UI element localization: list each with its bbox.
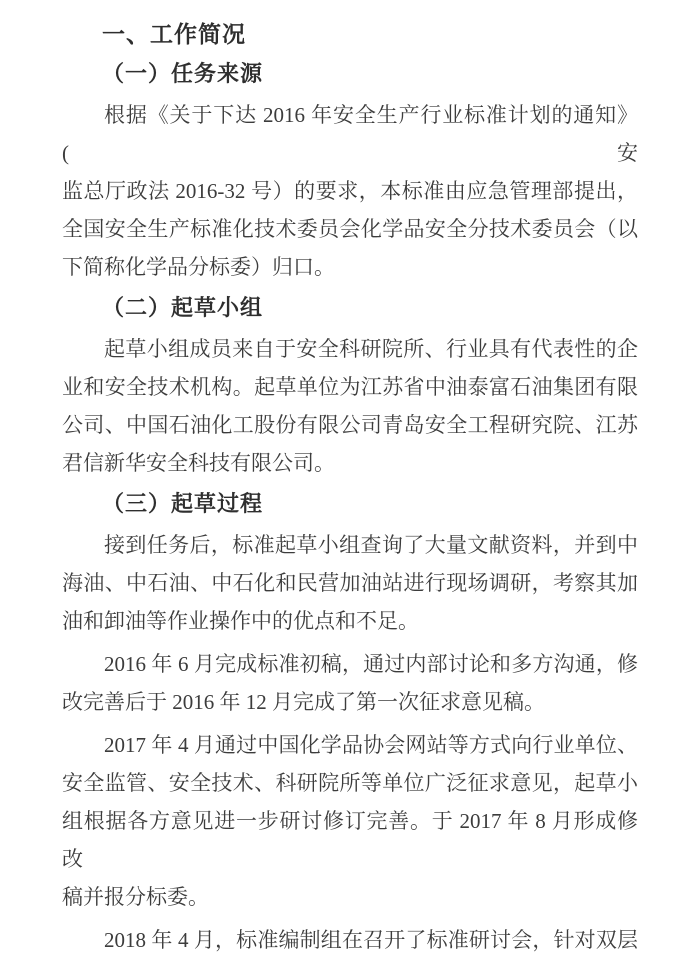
text-line: 全国安全生产标准化技术委员会化学品安全分技术委员会（以 bbox=[62, 217, 638, 241]
text-line: 起草小组成员来自于安全科研院所、行业具有代表性的企 bbox=[104, 337, 638, 361]
text-line: 改完善后于 2016 年 12 月完成了第一次征求意见稿。 bbox=[62, 690, 545, 714]
text-line: 油和卸油等作业操作中的优点和不足。 bbox=[62, 609, 419, 633]
text-line: 下简称化学品分标委）归口。 bbox=[62, 255, 335, 279]
text-line: 2016 年 6 月完成标准初稿，通过内部讨论和多方沟通，修 bbox=[104, 652, 638, 676]
text-line: 公司、中国石油化工股份有限公司青岛安全工程研究院、江苏 bbox=[62, 413, 638, 437]
text-line: 2018 年 4 月，标准编制组在召开了标准研讨会，针对双层 bbox=[104, 928, 638, 952]
text-line: 根据《关于下达 2016 年安全生产行业标准计划的通知》(安 bbox=[62, 103, 638, 165]
text-line: 海油、中石油、中石化和民营加油站进行现场调研，考察其加 bbox=[62, 571, 638, 595]
subsection-heading-drafting-group: （二）起草小组 bbox=[102, 295, 264, 320]
text-line: 业和安全技术机构。起草单位为江苏省中油泰富石油集团有限 bbox=[62, 375, 638, 399]
section-heading-work-overview: 一、工作简况 bbox=[102, 21, 246, 47]
text-line: 监总厅政法 2016-32 号）的要求，本标准由应急管理部提出， bbox=[62, 179, 638, 203]
text-line: 君信新华安全科技有限公司。 bbox=[62, 451, 335, 475]
text-line: 组根据各方意见进一步研讨修订完善。于 2017 年 8 月形成修改 bbox=[62, 809, 638, 871]
text-line: 稿并报分标委。 bbox=[62, 885, 209, 909]
text-line: 2017 年 4 月通过中国化学品协会网站等方式向行业单位、 bbox=[104, 733, 638, 757]
text-line: 安全监管、安全技术、科研院所等单位广泛征求意见，起草小 bbox=[62, 771, 638, 795]
text-line: 接到任务后，标准起草小组查询了大量文献资料，并到中 bbox=[104, 533, 638, 557]
subsection-heading-drafting-process: （三）起草过程 bbox=[102, 491, 264, 516]
subsection-heading-task-source: （一）任务来源 bbox=[102, 61, 264, 86]
